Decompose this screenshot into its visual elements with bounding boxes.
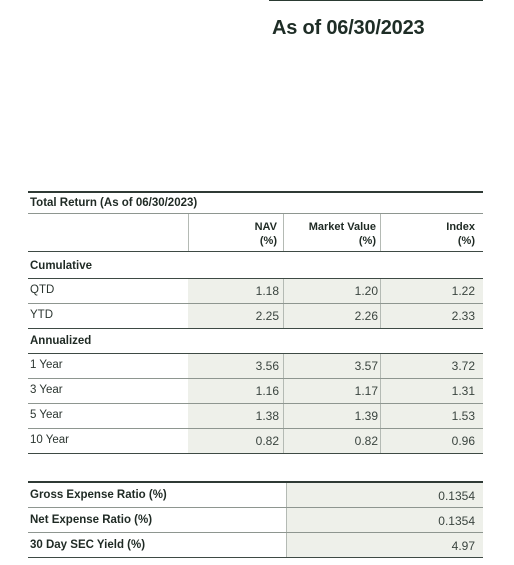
row-label: 1 Year	[30, 359, 63, 371]
market-value-value: 2.26	[354, 309, 378, 323]
table-top-rule	[28, 191, 483, 193]
row-label: QTD	[30, 284, 55, 296]
column-header-row	[28, 214, 483, 251]
column-divider	[380, 379, 381, 403]
rule	[28, 251, 483, 252]
column-divider	[380, 354, 381, 378]
column-divider	[283, 429, 284, 453]
index-value: 2.33	[451, 309, 475, 323]
index-value: 1.53	[451, 409, 475, 423]
table-row	[28, 404, 483, 428]
index-header-label: Index	[446, 221, 475, 233]
nav-value: 1.38	[255, 409, 279, 423]
nav-value: 3.56	[255, 359, 279, 373]
header-cell-nav	[188, 214, 283, 251]
market-value-header-unit: (%)	[358, 235, 376, 247]
rule	[28, 557, 483, 558]
expense-table	[28, 481, 483, 561]
column-divider	[283, 379, 284, 403]
header-cell-index	[380, 214, 483, 251]
index-value: 3.72	[451, 359, 475, 373]
market-value-value: 1.39	[354, 409, 378, 423]
market-value-value: 3.57	[354, 359, 378, 373]
row-label: 10 Year	[30, 434, 70, 446]
section-cumulative: Cumulative	[30, 260, 92, 272]
table-row	[28, 508, 483, 532]
section-annualized: Annualized	[30, 335, 92, 347]
nav-header-label: NAV	[254, 221, 277, 233]
total-return-table	[28, 191, 483, 461]
row-shading	[188, 404, 483, 428]
expense-value: 4.97	[451, 539, 475, 553]
rule	[28, 453, 483, 454]
table-row	[28, 483, 483, 507]
market-value-value: 0.82	[354, 434, 378, 448]
row-shading	[188, 429, 483, 453]
nav-header-unit: (%)	[259, 235, 277, 247]
row-shading	[188, 279, 483, 303]
table-row	[28, 379, 483, 403]
expense-label: Gross Expense Ratio (%)	[30, 489, 167, 501]
row-shading	[188, 304, 483, 328]
market-value-value: 1.20	[354, 284, 378, 298]
expense-value: 0.1354	[438, 514, 475, 528]
row-shading	[188, 354, 483, 378]
nav-value: 1.18	[255, 284, 279, 298]
nav-value: 1.16	[255, 384, 279, 398]
column-divider	[380, 429, 381, 453]
nav-value: 2.25	[255, 309, 279, 323]
table-row	[28, 354, 483, 378]
column-divider	[380, 304, 381, 328]
rule	[28, 328, 483, 329]
market-value-value: 1.17	[354, 384, 378, 398]
table-row	[28, 429, 483, 453]
index-header-unit: (%)	[457, 235, 475, 247]
page-title: As of 06/30/2023	[272, 17, 425, 39]
nav-value: 0.82	[255, 434, 279, 448]
index-value: 1.22	[451, 284, 475, 298]
top-rule	[269, 0, 483, 1]
table-row	[28, 279, 483, 303]
table-row	[28, 533, 483, 557]
column-divider	[283, 279, 284, 303]
table-title: Total Return (As of 06/30/2023)	[30, 197, 198, 209]
index-value: 0.96	[451, 434, 475, 448]
expense-label: Net Expense Ratio (%)	[30, 514, 153, 526]
column-divider	[380, 404, 381, 428]
expense-value: 0.1354	[438, 489, 475, 503]
column-divider	[283, 304, 284, 328]
column-divider	[283, 354, 284, 378]
row-label: 5 Year	[30, 409, 63, 421]
market-value-header-label: Market Value	[308, 221, 376, 233]
column-divider	[380, 279, 381, 303]
expense-label: 30 Day SEC Yield (%)	[30, 539, 146, 551]
table-row	[28, 304, 483, 328]
column-divider	[283, 404, 284, 428]
header-cell-market-value	[283, 214, 380, 251]
row-label: YTD	[30, 309, 53, 321]
row-label: 3 Year	[30, 384, 63, 396]
index-value: 1.31	[451, 384, 475, 398]
row-shading	[188, 379, 483, 403]
